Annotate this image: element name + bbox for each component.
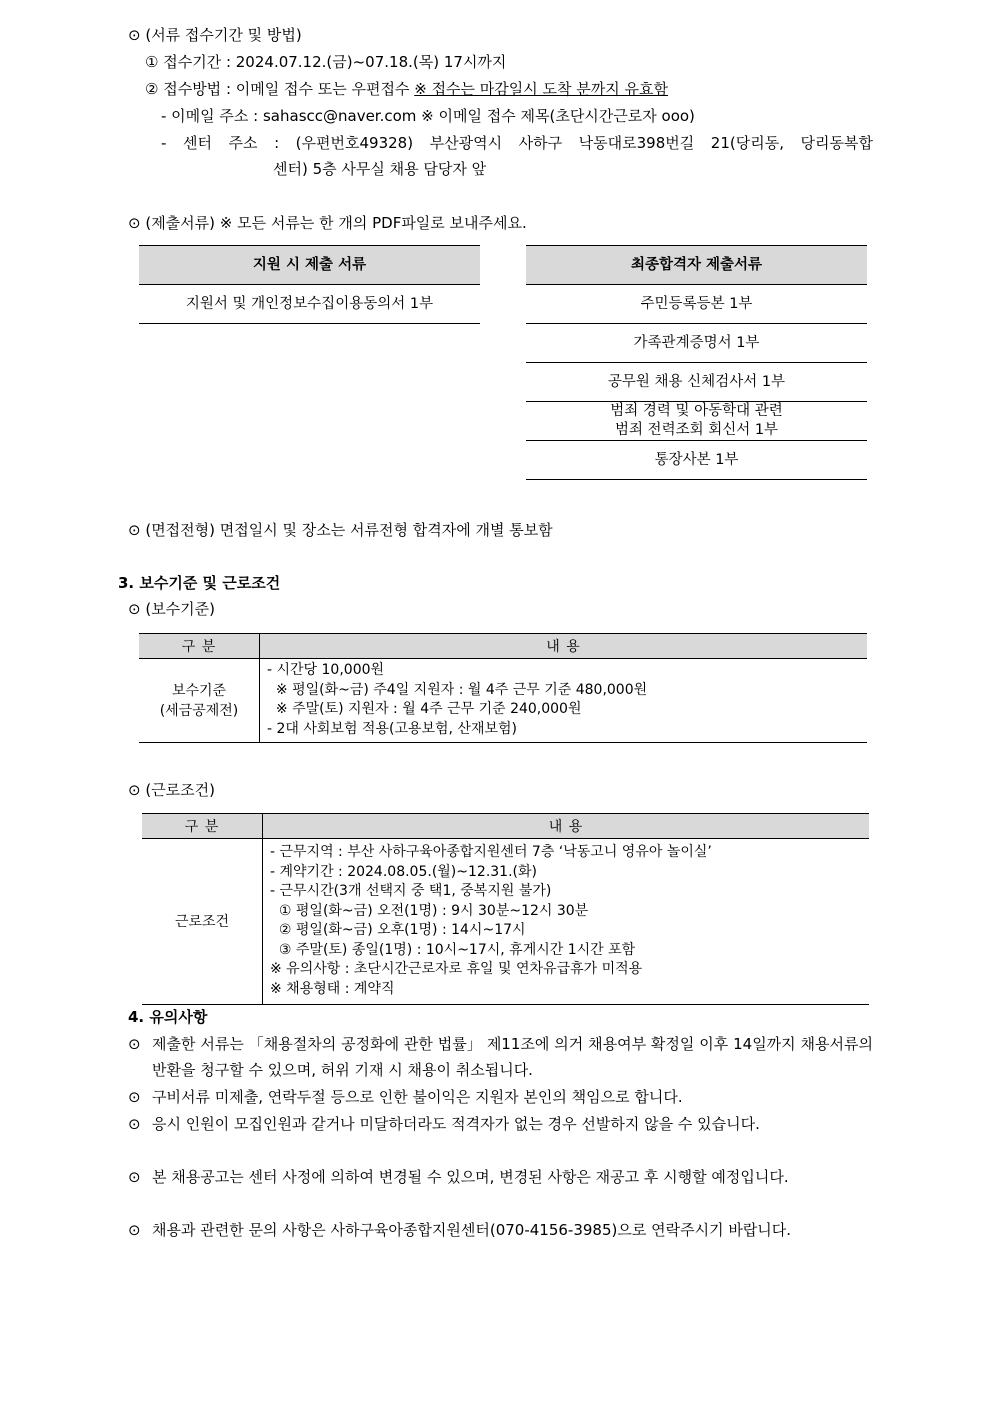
final-documents-title: 최종합격자 제출서류 <box>526 245 867 285</box>
center-address-line2: 센터) 5층 사무실 채용 담당자 앞 <box>273 160 487 178</box>
work-table <box>142 813 869 1005</box>
pay-line: ※ 주말(토) 지원자 : 월 4주 근무 기준 240,000원 <box>267 701 582 717</box>
apply-documents-title: 지원 시 제출 서류 <box>139 245 480 285</box>
notice-item <box>128 1031 873 1083</box>
work-col-content: 내 용 <box>263 814 870 839</box>
final-document-item: 가족관계증명서 1부 <box>526 324 867 363</box>
pay-col-content: 내 용 <box>260 634 868 659</box>
notice-item <box>128 1084 873 1110</box>
notice-bullet: ⊙ <box>128 1115 141 1133</box>
section4-title: 4. 유의사항 <box>128 1008 208 1026</box>
work-line: ② 평일(화~금) 오후(1명) : 14시~17시 <box>270 922 526 938</box>
work-line: - 근무시간(3개 선택지 중 택1, 중복지원 불가) <box>270 883 552 899</box>
work-line: ① 평일(화~금) 오전(1명) : 9시 30분~12시 30분 <box>270 902 589 919</box>
notice-text: 제출한 서류는 「채용절차의 공정화에 관한 법률」 제11조에 의거 채용여부 확정일 이후 14일까지 채용서류의 반환을 청구할 수 있으며, 허위 기재 시 채용이 취소됩니다. <box>152 1035 873 1079</box>
notice-item <box>128 1164 873 1190</box>
receipt-method-text: ② 접수방법 : 이메일 접수 또는 우편접수 <box>145 80 415 98</box>
notice-text: 응시 인원이 모집인원과 같거나 미달하더라도 적격자가 없는 경우 선발하지 않을 수 있습니다. <box>152 1115 760 1133</box>
final-document-item <box>526 402 867 441</box>
final-document-item: 공무원 채용 신체검사서 1부 <box>526 363 867 402</box>
pay-content <box>260 659 868 743</box>
notice-bullet: ⊙ <box>128 1035 141 1053</box>
receipt-method-note: ※ 접수는 마감일시 도착 분까지 유효함 <box>414 80 668 98</box>
final-document-item4-line1: 범죄 경력 및 아동학대 관련 <box>610 403 783 419</box>
receipt-period: ① 접수기간 : 2024.07.12.(금)~07.18.(목) 17시까지 <box>145 53 507 71</box>
work-line: - 근무지역 : 부산 사하구육아종합지원센터 7층 ‘낙동고니 영유아 놀이실’ <box>270 844 712 860</box>
pay-label-line1: 보수기준 <box>171 682 227 699</box>
pay-line: - 2대 사회보험 적용(고용보험, 산재보험) <box>267 720 517 737</box>
work-col-category: 구 분 <box>142 814 263 839</box>
final-document-item4-line2: 범죄 전력조회 회신서 1부 <box>614 422 779 438</box>
work-line: ※ 유의사항 : 초단시간근로자로 휴일 및 연차유급휴가 미적용 <box>270 961 643 977</box>
pay-label-line2: (세금공제전) <box>159 702 239 719</box>
work-line: ※ 채용형태 : 계약직 <box>270 980 395 997</box>
documents-header: ⊙ (제출서류) ※ 모든 서류는 한 개의 PDF파일로 보내주세요. <box>128 214 527 232</box>
work-content <box>263 839 870 1005</box>
notice-bullet: ⊙ <box>128 1088 141 1106</box>
notice-bullet: ⊙ <box>128 1221 141 1239</box>
apply-documents-table <box>139 245 480 324</box>
work-line: ③ 주말(토) 종일(1명) : 10시~17시, 휴게시간 1시간 포함 <box>270 941 636 958</box>
work-header: ⊙ (근로조건) <box>128 781 216 799</box>
email-address-line: - 이메일 주소 : sahascc@naver.com ※ 이메일 접수 제목(초단시간근로자 ooo) <box>161 107 695 125</box>
notice-text: 채용과 관련한 문의 사항은 사하구육아종합지원센터(070-4156-3985)으로 연락주시기 바랍니다. <box>152 1221 792 1239</box>
final-document-item: 주민등록등본 1부 <box>526 285 867 324</box>
receipt-header: ⊙ (서류 접수기간 및 방법) <box>128 26 302 44</box>
notice-item <box>128 1111 873 1137</box>
final-document-item: 통장사본 1부 <box>526 441 867 480</box>
pay-col-category: 구 분 <box>139 634 260 659</box>
pay-line: - 시간당 10,000원 <box>267 662 385 678</box>
receipt-method <box>145 78 668 100</box>
pay-header: ⊙ (보수기준) <box>128 600 216 618</box>
interview-note: ⊙ (면접전형) 면접일시 및 장소는 서류전형 합격자에 개별 통보함 <box>128 521 553 539</box>
notice-item <box>128 1217 873 1243</box>
notice-text: 구비서류 미제출, 연락두절 등으로 인한 불이익은 지원자 본인의 책임으로 합니다. <box>152 1088 683 1106</box>
work-label: 근로조건 <box>142 839 263 1005</box>
notice-text: 본 채용공고는 센터 사정에 의하여 변경될 수 있으며, 변경된 사항은 재공고 후 시행할 예정입니다. <box>152 1168 789 1186</box>
center-address-line1: - 센터 주소 : (우편번호49328) 부산광역시 사하구 낙동대로398번길 21(당리동, 당리동복합 <box>161 134 873 152</box>
final-documents-table <box>526 245 867 480</box>
section3-title: 3. 보수기준 및 근로조건 <box>118 574 281 592</box>
pay-label <box>139 659 260 743</box>
pay-table <box>139 633 867 743</box>
pay-line: ※ 평일(화~금) 주4일 지원자 : 월 4주 근무 기준 480,000원 <box>267 681 648 698</box>
apply-document-item: 지원서 및 개인정보수집이용동의서 1부 <box>139 285 480 324</box>
work-line: - 계약기간 : 2024.08.05.(월)~12.31.(화) <box>270 863 537 880</box>
notice-bullet: ⊙ <box>128 1168 141 1186</box>
